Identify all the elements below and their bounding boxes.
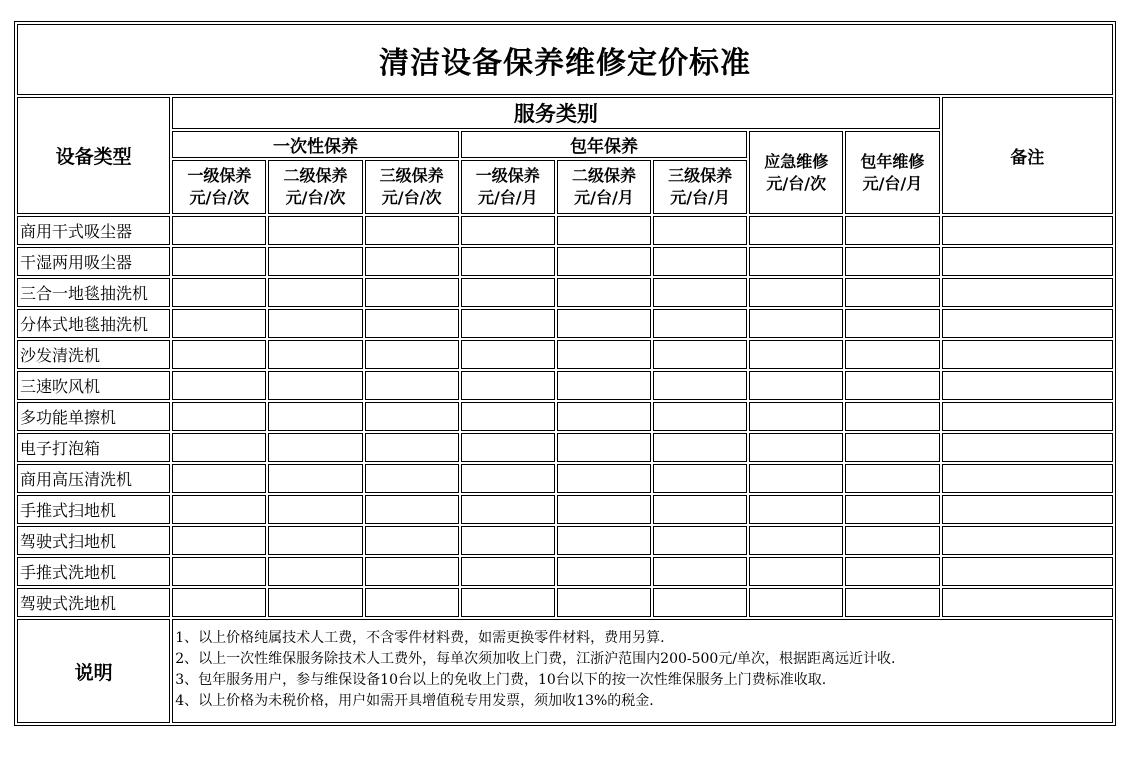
col-header-4 (461, 160, 555, 214)
price-cell (749, 216, 843, 245)
price-cell (268, 433, 362, 462)
table-row (17, 402, 1113, 431)
price-cell (268, 340, 362, 369)
col-header-line1: 三级保养 (668, 166, 733, 185)
price-cell (845, 247, 939, 276)
price-cell (845, 371, 939, 400)
price-cell (461, 216, 555, 245)
table-row (17, 216, 1113, 245)
price-cell (365, 433, 459, 462)
price-cell (749, 433, 843, 462)
price-cell (172, 433, 266, 462)
price-cell (653, 588, 747, 617)
price-cell (365, 464, 459, 493)
price-cell (845, 588, 939, 617)
price-cell (653, 309, 747, 338)
remarks-cell (942, 247, 1113, 276)
remarks-cell (942, 526, 1113, 555)
col-header-line2: 元/台/次 (766, 173, 827, 193)
price-cell (653, 340, 747, 369)
col-header-line2: 元/台/次 (189, 188, 250, 207)
col-header-line1: 二级保养 (283, 166, 348, 185)
device-name-cell: 驾驶式扫地机 (17, 526, 170, 555)
col-header-line2: 元/台/次 (381, 188, 442, 207)
price-cell (749, 588, 843, 617)
price-cell (845, 309, 939, 338)
price-cell (653, 278, 747, 307)
pricing-table (14, 21, 1116, 726)
device-name-cell: 电子打泡箱 (17, 433, 170, 462)
price-cell (365, 309, 459, 338)
table-row (17, 309, 1113, 338)
price-cell (845, 340, 939, 369)
price-cell (172, 371, 266, 400)
price-cell (845, 278, 939, 307)
device-name-cell: 沙发清洗机 (17, 340, 170, 369)
price-cell (557, 588, 651, 617)
price-cell (172, 557, 266, 586)
col-header-7 (749, 131, 843, 214)
remarks-cell (942, 402, 1113, 431)
price-cell (172, 526, 266, 555)
price-cell (749, 464, 843, 493)
note-line-2: 2、以上一次性维保服务除技术人工费外，每单次须加收上门费，江浙沪范围内200-500元/单次，根据距离远近计收. (175, 651, 896, 667)
price-cell (461, 309, 555, 338)
notes-row (17, 619, 1113, 723)
price-cell (461, 557, 555, 586)
col-header-line1: 二级保养 (571, 166, 636, 185)
price-cell (172, 309, 266, 338)
table-row (17, 340, 1113, 369)
col-header-8 (845, 131, 939, 214)
price-cell (461, 278, 555, 307)
annual-maintenance-header: 包年保养 (461, 131, 747, 158)
title-row (17, 24, 1113, 95)
price-cell (557, 371, 651, 400)
price-cell (653, 495, 747, 524)
price-cell (653, 216, 747, 245)
device-name-cell: 商用干式吸尘器 (17, 216, 170, 245)
price-cell (268, 402, 362, 431)
table-row (17, 371, 1113, 400)
header-row-1 (17, 97, 1113, 129)
price-cell (365, 340, 459, 369)
price-cell (365, 588, 459, 617)
device-name-cell: 多功能单擦机 (17, 402, 170, 431)
price-cell (749, 309, 843, 338)
price-cell (268, 371, 362, 400)
price-cell (365, 526, 459, 555)
price-cell (653, 557, 747, 586)
price-cell (461, 588, 555, 617)
price-cell (268, 557, 362, 586)
remarks-cell (942, 309, 1113, 338)
price-cell (268, 495, 362, 524)
table-row (17, 495, 1113, 524)
price-cell (365, 278, 459, 307)
price-cell (268, 278, 362, 307)
price-cell (172, 216, 266, 245)
notes-content (172, 619, 1113, 723)
price-cell (172, 464, 266, 493)
notes-label: 说明 (17, 619, 170, 723)
col-header-line1: 三级保养 (379, 166, 444, 185)
col-header-line2: 元/台/月 (477, 188, 538, 207)
price-cell (557, 278, 651, 307)
price-cell (653, 433, 747, 462)
price-cell (365, 402, 459, 431)
col-header-line2: 元/台/月 (670, 188, 730, 207)
device-name-cell: 手推式洗地机 (17, 557, 170, 586)
col-header-2 (268, 160, 362, 214)
price-cell (268, 588, 362, 617)
table-row (17, 433, 1113, 462)
device-name-cell: 三速吹风机 (17, 371, 170, 400)
col-header-3 (365, 160, 459, 214)
table-row (17, 278, 1113, 307)
price-cell (461, 247, 555, 276)
remarks-cell (942, 588, 1113, 617)
price-cell (557, 464, 651, 493)
price-cell (172, 278, 266, 307)
note-line-3: 3、包年服务用户，参与维保设备10台以上的免收上门费，10台以下的按一次性维保服务上门费标准收取. (175, 672, 827, 688)
price-cell (365, 557, 459, 586)
table-row (17, 526, 1113, 555)
price-cell (653, 402, 747, 431)
price-cell (172, 495, 266, 524)
price-cell (845, 433, 939, 462)
price-cell (557, 433, 651, 462)
price-cell (749, 495, 843, 524)
table-row (17, 464, 1113, 493)
price-cell (268, 309, 362, 338)
device-name-cell: 商用高压清洗机 (17, 464, 170, 493)
price-cell (365, 371, 459, 400)
price-cell (749, 278, 843, 307)
remarks-cell (942, 278, 1113, 307)
table-row (17, 247, 1113, 276)
price-cell (461, 433, 555, 462)
price-cell (172, 588, 266, 617)
col-header-5 (557, 160, 651, 214)
price-cell (268, 247, 362, 276)
col-header-line1: 一级保养 (187, 166, 252, 185)
one-time-maintenance-header: 一次性保养 (172, 131, 458, 158)
price-cell (845, 216, 939, 245)
remarks-header: 备注 (942, 97, 1113, 214)
table-row (17, 557, 1113, 586)
col-header-line1: 应急维修 (764, 151, 829, 171)
price-cell (749, 402, 843, 431)
price-cell (461, 340, 555, 369)
device-name-cell: 驾驶式洗地机 (17, 588, 170, 617)
device-name-cell: 分体式地毯抽洗机 (17, 309, 170, 338)
price-cell (845, 402, 939, 431)
service-category-header: 服务类别 (172, 97, 939, 129)
price-cell (653, 371, 747, 400)
remarks-cell (942, 557, 1113, 586)
price-cell (845, 526, 939, 555)
note-line-4: 4、以上价格为未税价格，用户如需开具增值税专用发票，须加收13%的税金. (175, 693, 654, 709)
remarks-cell (942, 216, 1113, 245)
price-cell (268, 216, 362, 245)
price-cell (268, 464, 362, 493)
price-cell (557, 402, 651, 431)
price-cell (557, 495, 651, 524)
price-cell (461, 526, 555, 555)
price-cell (461, 371, 555, 400)
price-cell (461, 464, 555, 493)
price-cell (461, 495, 555, 524)
table-title: 清洁设备保养维修定价标准 (17, 24, 1113, 95)
note-line-1: 1、以上价格纯属技术人工费，不含零件材料费，如需更换零件材料，费用另算. (175, 630, 665, 646)
remarks-cell (942, 464, 1113, 493)
price-cell (172, 402, 266, 431)
price-cell (557, 526, 651, 555)
device-type-header: 设备类型 (17, 97, 170, 214)
col-header-1 (172, 160, 266, 214)
device-name-cell: 干湿两用吸尘器 (17, 247, 170, 276)
price-cell (845, 495, 939, 524)
table-row (17, 588, 1113, 617)
price-cell (653, 247, 747, 276)
col-header-line1: 一级保养 (475, 166, 540, 185)
price-cell (749, 247, 843, 276)
device-name-cell: 手推式扫地机 (17, 495, 170, 524)
remarks-cell (942, 495, 1113, 524)
col-header-line2: 元/台/月 (574, 188, 634, 207)
price-cell (749, 557, 843, 586)
price-cell (461, 402, 555, 431)
remarks-cell (942, 371, 1113, 400)
price-cell (172, 247, 266, 276)
price-cell (845, 464, 939, 493)
price-cell (749, 340, 843, 369)
price-cell (365, 216, 459, 245)
price-cell (557, 557, 651, 586)
price-cell (845, 557, 939, 586)
price-cell (365, 495, 459, 524)
price-cell (557, 216, 651, 245)
device-name-cell: 三合一地毯抽洗机 (17, 278, 170, 307)
price-cell (653, 526, 747, 555)
price-cell (557, 340, 651, 369)
col-header-6 (653, 160, 747, 214)
price-cell (172, 340, 266, 369)
col-header-line2: 元/台/月 (862, 173, 923, 193)
price-cell (268, 526, 362, 555)
price-cell (365, 247, 459, 276)
remarks-cell (942, 433, 1113, 462)
price-cell (749, 371, 843, 400)
price-cell (557, 247, 651, 276)
col-header-line2: 元/台/次 (285, 188, 346, 207)
remarks-cell (942, 340, 1113, 369)
col-header-line1: 包年维修 (860, 151, 925, 171)
price-cell (653, 464, 747, 493)
price-cell (557, 309, 651, 338)
price-cell (749, 526, 843, 555)
